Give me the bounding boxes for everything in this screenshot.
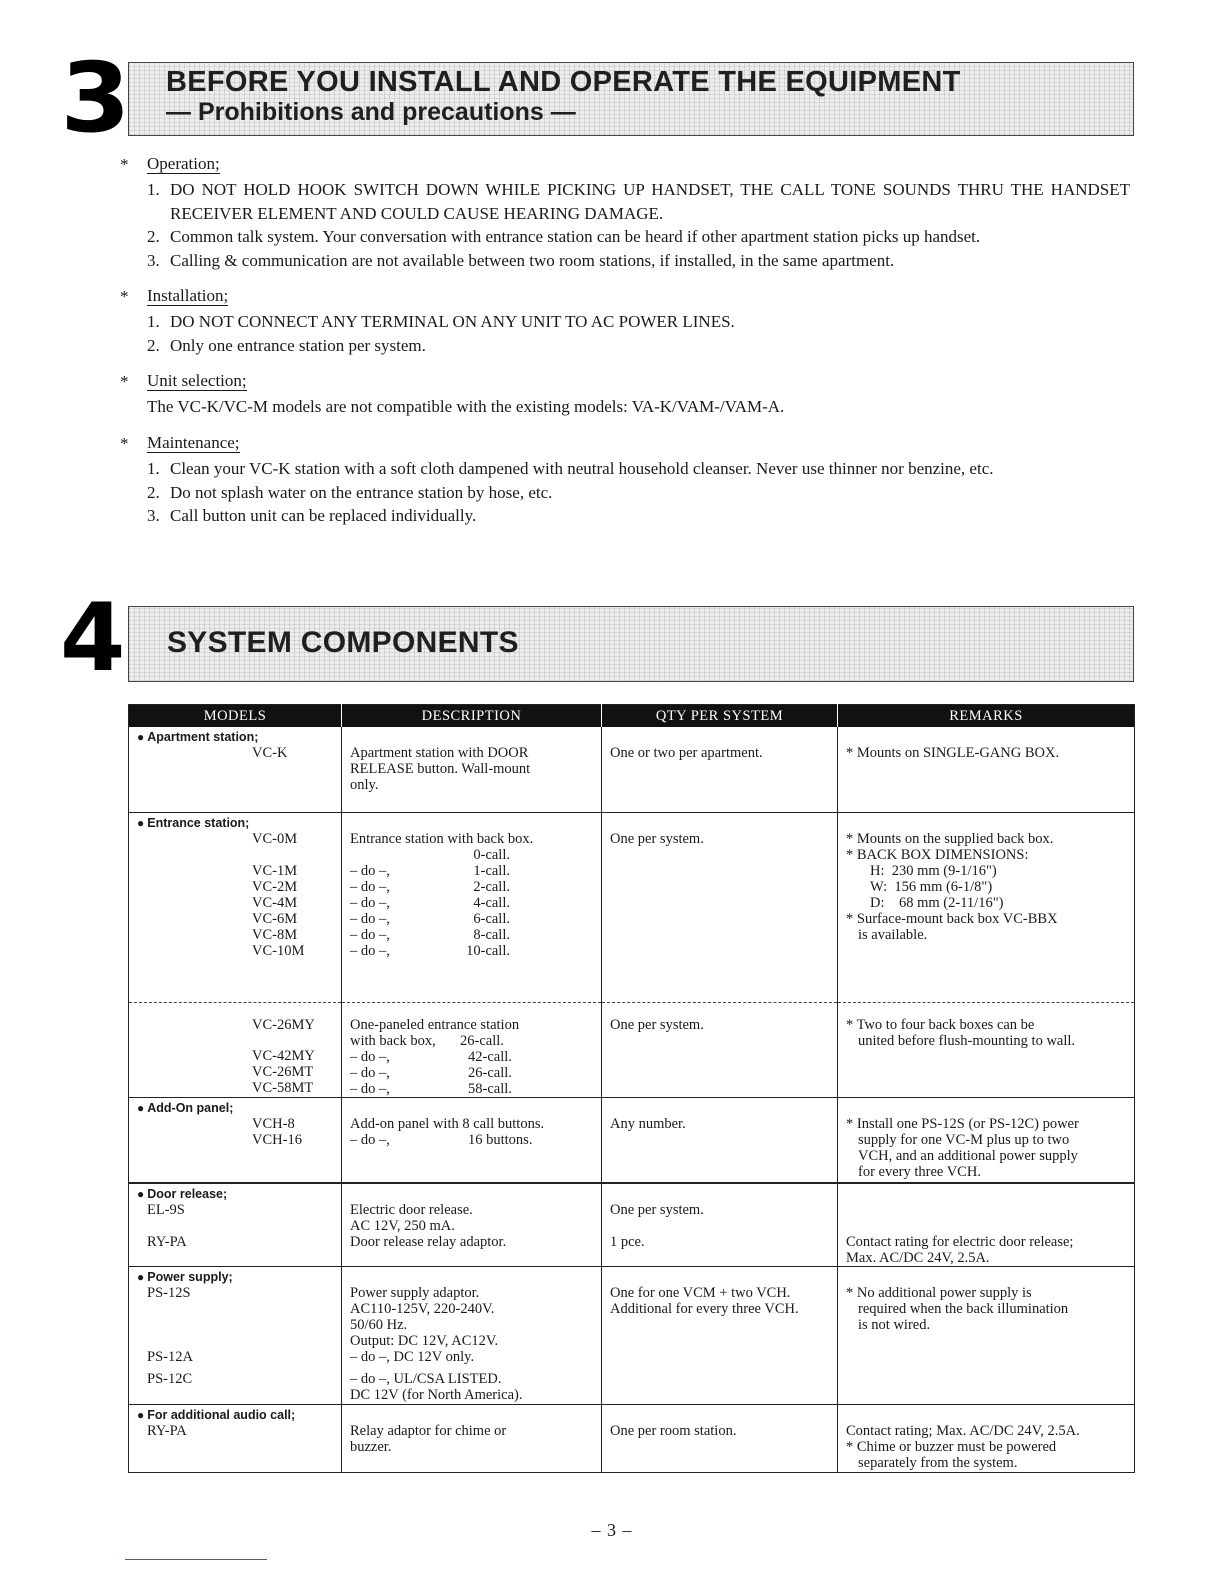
maintenance-group — [120, 431, 1130, 528]
cell-qty — [602, 1267, 838, 1405]
model-name: VCH-8 — [252, 1115, 295, 1132]
cell-qty — [602, 1002, 838, 1097]
cell-remarks — [838, 812, 1135, 1002]
ditto: – do –, — [350, 926, 390, 943]
bullet-icon: ● — [137, 730, 145, 744]
qty-text: Additional for every three VCH. — [610, 1301, 799, 1317]
qty-text: 1 pce. — [610, 1234, 645, 1250]
cell-remarks — [838, 1002, 1135, 1097]
table-row — [129, 1267, 1135, 1405]
remarks-text: * BACK BOX DIMENSIONS: — [846, 846, 1029, 863]
remarks-text: * Install one PS-12S (or PS-12C) power — [846, 1115, 1079, 1132]
desc-line: DC 12V (for North America). — [350, 1387, 523, 1403]
note-heading — [120, 284, 1130, 308]
precautions-notes — [120, 152, 1130, 540]
ditto: – do –, — [350, 1064, 390, 1081]
model-name: RY-PA — [147, 1423, 187, 1439]
category-label — [137, 727, 333, 745]
desc-line: RELEASE button. Wall-mount — [350, 761, 531, 777]
item-number: 2. — [147, 482, 160, 502]
desc-line: Output: DC 12V, AC12V. — [350, 1333, 499, 1349]
call-count: 6-call. — [473, 910, 510, 927]
desc-line: Electric door release. — [350, 1202, 473, 1218]
qty-text: One per system. — [610, 830, 704, 847]
list-item — [120, 310, 1130, 334]
maintenance-list — [120, 457, 1130, 528]
item-number: 2. — [147, 227, 160, 246]
desc-line: AC 12V, 250 mA. — [350, 1218, 455, 1234]
table-row — [129, 1405, 1135, 1473]
item-number: 1. — [147, 459, 160, 478]
list-item — [120, 225, 1130, 249]
section-4-title: SYSTEM COMPONENTS — [167, 626, 519, 659]
note-heading — [120, 431, 1130, 455]
asterisk: * — [120, 287, 129, 306]
model-name: VC-8M — [252, 926, 298, 943]
header-remarks: REMARKS — [838, 705, 1135, 728]
list-item — [120, 178, 1130, 225]
model-name: PS-12C — [147, 1371, 193, 1387]
remarks-text: * Two to four back boxes can be — [846, 1016, 1035, 1033]
category-text: For additional audio call; — [147, 1408, 296, 1422]
section-3-subtitle: — Prohibitions and precautions — — [166, 98, 576, 126]
call-count: 42-call. — [468, 1048, 512, 1065]
list-item — [120, 481, 1130, 505]
note-heading — [120, 369, 1130, 393]
model-name: PS-12S — [147, 1285, 191, 1301]
header-models: MODELS — [129, 705, 342, 728]
desc-line — [350, 1132, 593, 1148]
cell-models — [129, 1002, 342, 1097]
model-name: RY-PA — [147, 1234, 187, 1250]
item-number: 1. — [147, 312, 160, 331]
call-count: 26-call. — [460, 1032, 504, 1049]
desc-line: Power supply adaptor. — [350, 1285, 480, 1301]
model-name: VC-K — [252, 745, 288, 761]
cell-description — [342, 1267, 602, 1405]
cell-description — [342, 1097, 602, 1183]
remarks-text: Contact rating for electric door release; — [846, 1234, 1074, 1250]
category-label — [137, 1098, 333, 1116]
ditto: – do –, — [350, 1080, 390, 1097]
components-table — [128, 704, 1135, 1473]
desc-line: Add-on panel with 8 call buttons. — [350, 1115, 545, 1132]
desc-line — [350, 911, 593, 927]
remarks-text: for every three VCH. — [858, 1163, 981, 1180]
installation-title: Installation; — [147, 286, 229, 305]
table-row — [129, 727, 1135, 812]
remarks-text: * Chime or buzzer must be powered — [846, 1439, 1057, 1455]
desc-line: – do –, DC 12V only. — [350, 1349, 475, 1365]
desc-line: only. — [350, 777, 379, 793]
remarks-text: is available. — [858, 926, 928, 943]
cell-description — [342, 812, 602, 1002]
section-number-4: 4 — [60, 584, 126, 693]
section-number-3: 3 — [60, 42, 131, 154]
model-name: VC-10M — [252, 942, 305, 959]
model-name: PS-12A — [147, 1349, 193, 1365]
desc-line — [350, 1065, 593, 1081]
cell-qty — [602, 727, 838, 812]
operation-group — [120, 152, 1130, 272]
remarks-text: required when the back illumination — [858, 1301, 1069, 1317]
asterisk: * — [120, 372, 129, 391]
note-heading — [120, 152, 1130, 176]
cell-models — [129, 1183, 342, 1267]
remarks-text: * Mounts on the supplied back box. — [846, 830, 1054, 847]
ditto: – do –, — [350, 910, 390, 927]
model-name: VC-26MY — [252, 1016, 315, 1033]
cell-remarks — [838, 1405, 1135, 1473]
desc-line — [350, 879, 593, 895]
qty-text: One per system. — [610, 1202, 704, 1218]
cell-description — [342, 1405, 602, 1473]
call-count: 1-call. — [473, 862, 510, 879]
call-count: 8-call. — [473, 926, 510, 943]
call-count: 4-call. — [473, 894, 510, 911]
model-name: VC-2M — [252, 878, 298, 895]
cell-qty — [602, 1183, 838, 1267]
remarks-text: * Surface-mount back box VC-BBX — [846, 910, 1058, 927]
bullet-icon: ● — [137, 815, 145, 830]
unit-selection-text: The VC-K/VC-M models are not compatible with the existing models: VA-K/VAM-/VAM-A. — [147, 397, 785, 416]
header-description: DESCRIPTION — [342, 705, 602, 728]
cell-description — [342, 1183, 602, 1267]
bullet-icon: ● — [137, 1408, 145, 1422]
desc-line: One-paneled entrance station — [350, 1016, 520, 1033]
remarks-text: Max. AC/DC 24V, 2.5A. — [846, 1250, 990, 1266]
model-name: VC-0M — [252, 830, 298, 847]
installation-group — [120, 284, 1130, 357]
category-text: Add-On panel; — [147, 1100, 234, 1115]
desc-line — [350, 895, 593, 911]
ditto: – do –, — [350, 894, 390, 911]
components-table-wrap — [128, 704, 1134, 1473]
cell-models — [129, 727, 342, 812]
dimension-line: D: 68 mm (2-11/16") — [870, 894, 1004, 911]
bullet-icon: ● — [137, 1187, 145, 1201]
table-row — [129, 1002, 1135, 1097]
cell-description — [342, 727, 602, 812]
maintenance-title: Maintenance; — [147, 433, 240, 452]
qty-text: One per system. — [610, 1016, 704, 1033]
cell-remarks — [838, 1183, 1135, 1267]
asterisk: * — [120, 434, 129, 453]
desc-line: Apartment station with DOOR — [350, 745, 529, 761]
call-count: 10-call. — [466, 942, 510, 959]
item-number: 3. — [147, 250, 160, 270]
category-text: Entrance station; — [147, 815, 250, 830]
desc-line — [350, 1049, 593, 1065]
desc-line — [350, 943, 593, 959]
call-count: 2-call. — [473, 878, 510, 895]
ditto: – do –, — [350, 1131, 390, 1148]
cell-qty — [602, 1405, 838, 1473]
desc-text: 16 buttons. — [468, 1131, 533, 1148]
remarks-text: Contact rating; Max. AC/DC 24V, 2.5A. — [846, 1423, 1080, 1439]
qty-text: One or two per apartment. — [610, 745, 763, 761]
cell-remarks — [838, 727, 1135, 812]
cell-description — [342, 1002, 602, 1097]
list-item — [120, 334, 1130, 358]
remarks-text: * Mounts on SINGLE-GANG BOX. — [846, 745, 1060, 761]
asterisk: * — [120, 155, 129, 174]
list-item — [120, 457, 1130, 481]
model-name: VC-4M — [252, 894, 298, 911]
remarks-text: separately from the system. — [858, 1455, 1018, 1471]
model-name: EL-9S — [147, 1202, 185, 1218]
item-number: 1. — [147, 180, 160, 199]
desc-line — [350, 863, 593, 879]
model-name: VCH-16 — [252, 1131, 302, 1148]
installation-list — [120, 310, 1130, 357]
call-count: 26-call. — [468, 1064, 512, 1081]
desc-line — [350, 927, 593, 943]
footer-rule — [125, 1559, 267, 1560]
item-text: Do not splash water on the entrance station by hose, etc. — [170, 482, 553, 502]
remarks-text: supply for one VC-M plus up to two — [858, 1131, 1070, 1148]
item-text: Only one entrance station per system. — [170, 335, 426, 355]
model-name: VC-26MT — [252, 1063, 314, 1080]
desc-line — [350, 1033, 593, 1049]
section-3-banner — [60, 42, 1134, 154]
item-text: DO NOT CONNECT ANY TERMINAL ON ANY UNIT TO AC POWER LINES. — [170, 312, 735, 331]
remarks-text: united before flush-mounting to wall. — [858, 1032, 1076, 1049]
item-text: Clean your VC-K station with a soft cloth dampened with neutral household cleanser. Never use thinner nor benzine, etc. — [170, 459, 994, 478]
ditto: – do –, — [350, 1048, 390, 1065]
category-text: Door release; — [147, 1187, 228, 1201]
dimension-line: W: 156 mm (6-1/8") — [870, 878, 993, 895]
item-text: DO NOT HOLD HOOK SWITCH DOWN WHILE PICKING UP HANDSET, THE CALL TONE SOUNDS THRU THE HANDSET RECEIVER ELEMENT AND COULD CAUSE HEARING DAMAGE. — [170, 180, 1130, 223]
item-text: Call button unit can be replaced individually. — [170, 506, 477, 525]
desc-line: buzzer. — [350, 1439, 392, 1455]
desc-line — [350, 847, 593, 863]
model-name: VC-58MT — [252, 1079, 314, 1096]
remarks-text: VCH, and an additional power supply — [858, 1147, 1078, 1164]
remarks-text: is not wired. — [858, 1317, 931, 1333]
model-name: VC-6M — [252, 910, 298, 927]
list-item — [120, 504, 1130, 528]
category-text: Apartment station; — [147, 730, 259, 744]
section-4-banner — [60, 584, 1134, 693]
unit-selection-title: Unit selection; — [147, 371, 247, 390]
desc-line — [350, 1081, 593, 1097]
category-text: Power supply; — [147, 1270, 233, 1284]
item-text: Common talk system. Your conversation with entrance station can be heard if other apartment station picks up handset. — [170, 227, 981, 246]
operation-title: Operation; — [147, 154, 220, 173]
dimension-line: H: 230 mm (9-1/16") — [870, 862, 997, 879]
cell-models — [129, 1267, 342, 1405]
cell-qty — [602, 812, 838, 1002]
category-label — [137, 1184, 333, 1202]
page-number: – 3 – — [591, 1520, 633, 1540]
call-count: 0-call. — [473, 846, 510, 863]
item-number: 2. — [147, 335, 160, 355]
bullet-icon: ● — [137, 1270, 145, 1284]
qty-text: One for one VCM + two VCH. — [610, 1285, 791, 1301]
header-qty: QTY PER SYSTEM — [602, 705, 838, 728]
desc-line: 50/60 Hz. — [350, 1317, 408, 1333]
cell-models — [129, 1405, 342, 1473]
desc-line: – do –, UL/CSA LISTED. — [350, 1371, 502, 1387]
table-row — [129, 1183, 1135, 1267]
table-row — [129, 1097, 1135, 1183]
desc-line: Door release relay adaptor. — [350, 1234, 507, 1250]
desc-line: Entrance station with back box. — [350, 830, 534, 847]
section-3-title: BEFORE YOU INSTALL AND OPERATE THE EQUIPMENT — [166, 66, 961, 98]
ditto: – do –, — [350, 862, 390, 879]
table-row — [129, 812, 1135, 1002]
item-text: Calling & communication are not available between two room stations, if installed, in the same apartment. — [170, 250, 895, 270]
model-name: VC-42MY — [252, 1047, 315, 1064]
cell-models — [129, 812, 342, 1002]
ditto: – do –, — [350, 878, 390, 895]
qty-text: Any number. — [610, 1115, 686, 1132]
call-count: 58-call. — [468, 1080, 512, 1097]
ditto: – do –, — [350, 942, 390, 959]
cell-qty — [602, 1097, 838, 1183]
desc-line: Relay adaptor for chime or — [350, 1423, 507, 1439]
remarks-text: * No additional power supply is — [846, 1285, 1032, 1301]
bullet-icon: ● — [137, 1100, 145, 1115]
qty-text: One per room station. — [610, 1423, 737, 1439]
cell-remarks — [838, 1267, 1135, 1405]
model-name: VC-1M — [252, 862, 298, 879]
operation-list — [120, 178, 1130, 272]
category-label — [137, 1267, 333, 1285]
cell-remarks — [838, 1097, 1135, 1183]
cell-models — [129, 1097, 342, 1183]
desc-line: AC110-125V, 220-240V. — [350, 1301, 495, 1317]
table-header-row — [129, 705, 1135, 728]
desc-text: with back box, — [350, 1032, 436, 1049]
list-item — [120, 249, 1130, 273]
item-number: 3. — [147, 506, 160, 525]
category-label — [137, 1405, 333, 1423]
category-label — [137, 813, 333, 831]
unit-selection-group — [120, 369, 1130, 419]
